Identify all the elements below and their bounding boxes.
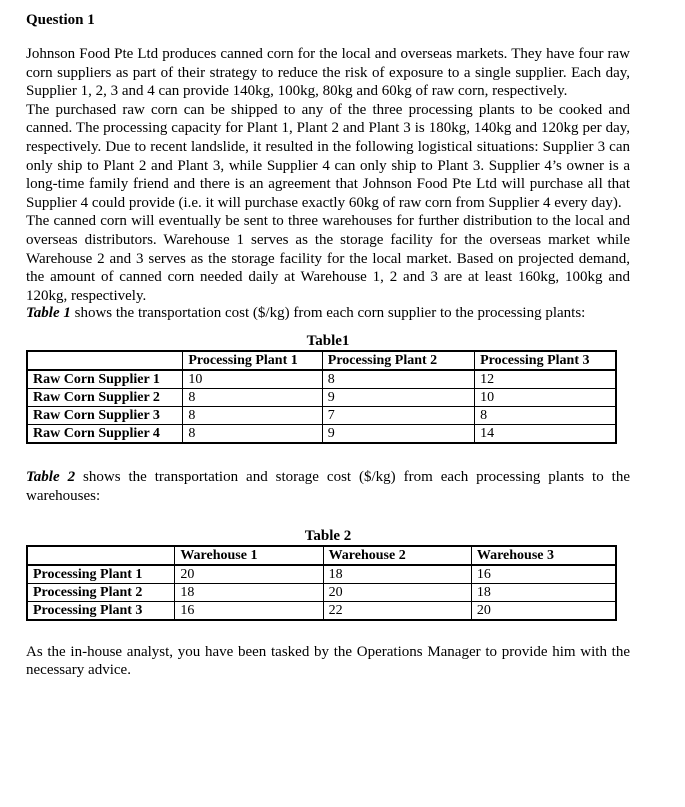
table1-cell: 8: [183, 389, 322, 407]
table2-ref: Table 2: [26, 469, 76, 486]
table1-cell: 9: [322, 425, 474, 444]
table1-corner-cell: [27, 351, 183, 370]
table1-cell: 12: [475, 370, 616, 389]
table1-header-row: [27, 351, 616, 370]
table2-cell: 22: [323, 601, 471, 620]
table2-caption: Table 2: [304, 527, 352, 544]
table1-header-cell: Processing Plant 3: [475, 351, 616, 370]
table-row: [27, 370, 616, 389]
table2-header-cell: Warehouse 1: [175, 546, 323, 565]
table2-row-label: Processing Plant 1: [27, 565, 175, 584]
document-page: [26, 12, 630, 680]
table1-supplier-costs: [26, 350, 617, 444]
table2-header-row: [27, 546, 616, 565]
table2-cell: 20: [471, 601, 616, 620]
table1-cell: 8: [322, 370, 474, 389]
table1-header-cell: Processing Plant 1: [183, 351, 322, 370]
table2-cell: 18: [323, 565, 471, 584]
table1-row-label: Raw Corn Supplier 1: [27, 370, 183, 389]
table2-cell: 16: [175, 601, 323, 620]
table1-row-label: Raw Corn Supplier 2: [27, 389, 183, 407]
table2-plant-costs: [26, 545, 617, 621]
table2-row-label: Processing Plant 3: [27, 601, 175, 620]
table1-ref: Table 1: [26, 305, 71, 322]
table-row: [27, 389, 616, 407]
table1-cell: 10: [475, 389, 616, 407]
paragraph-processing-plants: The purchased raw corn can be shipped to any of the three processing plants to be cooked and canned. The processing capacity for Plant 1, Plant 2 and Plant 3 is 180kg, 140kg and 120kg per day, respectively. Due to recent landslide, it resulted in the following logistical situations: Supplier 3 can only ship to Plant 2 and Plant 3, while Supplier 4 can only ship to Plant 3. Supplier 4’s owner is a long-time family friend and there is an agreement that Johnson Food Pte Ltd will purchase all that Supplier 4 could provide (i.e. it will purchase exactly 60kg of raw corn from Supplier 4 every day).: [26, 101, 630, 211]
table1-intro-text: shows the transportation cost ($/kg) from each corn supplier to the processing plants:: [70, 305, 586, 322]
question-heading: Question 1: [26, 12, 95, 28]
table2-cell: 18: [471, 583, 616, 601]
table2-row-label: Processing Plant 2: [27, 583, 175, 601]
table1-intro: [26, 305, 630, 322]
table2-corner-cell: [27, 546, 175, 565]
paragraph-warehouses: The canned corn will eventually be sent to three warehouses for further distribution to the local and overseas distributors. Warehouse 1 serves as the storage facility for the overseas market while Warehouse 2 and 3 serves as the storage facility for the local market. Based on projected demand, the amount of canned corn needed daily at Warehouse 1, 2 and 3 are at least 160kg, 100kg and 120kg, respectively.: [26, 213, 630, 304]
table1-cell: 10: [183, 370, 322, 389]
table2-header-cell: Warehouse 3: [471, 546, 616, 565]
table-row: [27, 425, 616, 444]
table2-cell: 20: [175, 565, 323, 584]
table2-intro: [26, 468, 630, 505]
table1-row-label: Raw Corn Supplier 3: [27, 407, 183, 425]
table1-cell: 8: [183, 425, 322, 444]
table-row: [27, 601, 616, 620]
table1-cell: 9: [322, 389, 474, 407]
table1-cell: 7: [322, 407, 474, 425]
table1-header-cell: Processing Plant 2: [322, 351, 474, 370]
closing-paragraph: As the in-house analyst, you have been tasked by the Operations Manager to provide him with the necessary advice.: [26, 643, 630, 679]
table1-row-label: Raw Corn Supplier 4: [27, 425, 183, 444]
table-row: [27, 565, 616, 584]
table1-caption: Table1: [306, 333, 350, 350]
table2-header-cell: Warehouse 2: [323, 546, 471, 565]
table1-cell: 8: [475, 407, 616, 425]
table2-cell: 20: [323, 583, 471, 601]
table2-intro-text: shows the transportation and storage cost ($/kg) from each processing plants to the warehouses:: [26, 469, 630, 504]
paragraph-suppliers: Johnson Food Pte Ltd produces canned corn for the local and overseas markets. They have four raw corn suppliers as part of their strategy to reduce the risk of exposure to a single supplier. Each day, Supplier 1, 2, 3 and 4 can provide 140kg, 100kg, 80kg and 60kg of raw corn, respectively.: [26, 46, 630, 100]
table-row: [27, 407, 616, 425]
table-row: [27, 583, 616, 601]
table1-cell: 14: [475, 425, 616, 444]
table1-cell: 8: [183, 407, 322, 425]
table2-cell: 18: [175, 583, 323, 601]
table2-cell: 16: [471, 565, 616, 584]
